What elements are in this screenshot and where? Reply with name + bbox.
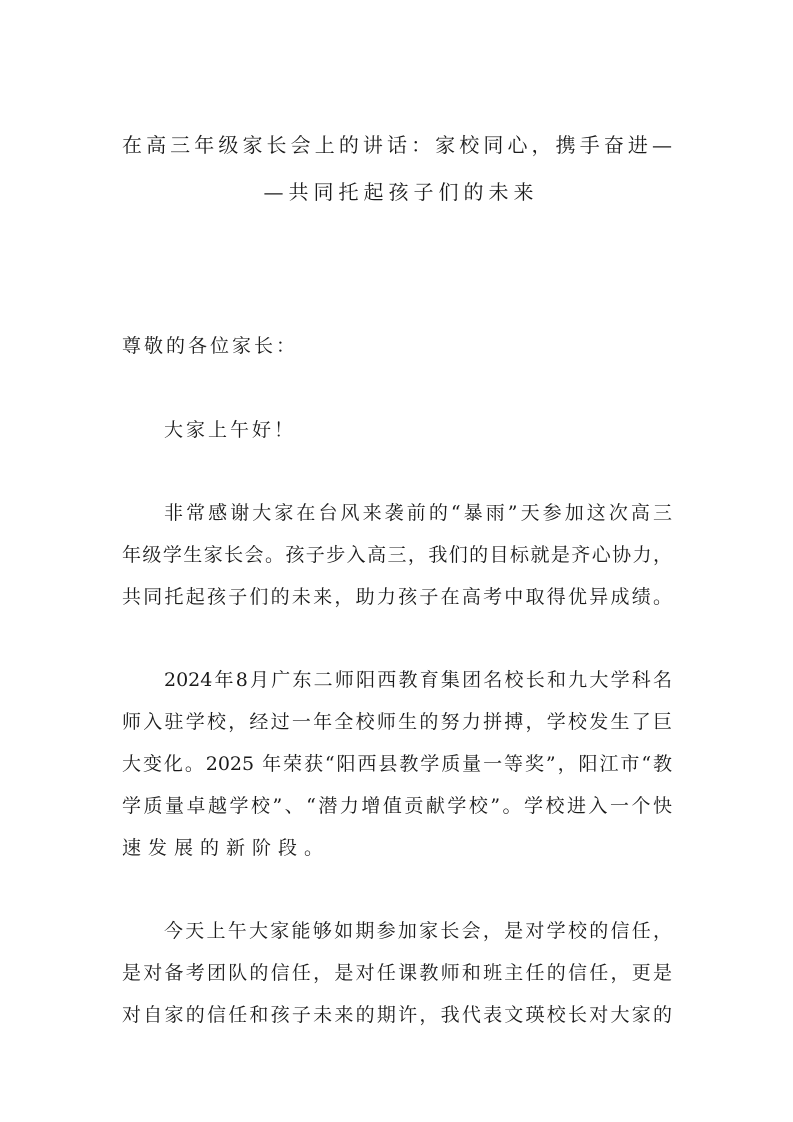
- paragraph-line: 学质量卓越学校”、“潜力增值贡献学校”。学校进入一个快: [122, 794, 672, 817]
- title-line-1: 在高三年级家长会上的讲话：家校同心，携手奋进—: [122, 133, 672, 157]
- salutation: 尊敬的各位家长：: [122, 335, 299, 357]
- document-body: [122, 326, 672, 1078]
- title-line-2: —共同托起孩子们的未来: [263, 180, 539, 204]
- paragraph-line: 非常感谢大家在台风来袭前的“暴雨”天参加这次高三: [164, 502, 672, 525]
- paragraph-line: 共同托起孩子们的未来，助力孩子在高考中取得优异成绩。: [122, 585, 672, 608]
- paragraph-line: 是对备考团队的信任，是对任课教师和班主任的信任，更是: [122, 961, 672, 984]
- paragraph-line: 年级学生家长会。孩子步入高三，我们的目标就是齐心协力，: [122, 543, 672, 566]
- paragraph-line: 大变化。2025 年荣获“阳西县教学质量一等奖”，阳江市“教: [122, 752, 672, 775]
- paragraph-line: 2024年8月广东二师阳西教育集团名校长和九大学科名: [164, 669, 672, 692]
- paragraph-line: 对自家的信任和孩子未来的期许，我代表文瑛校长对大家的: [122, 1003, 672, 1026]
- document-title: [122, 122, 672, 216]
- paragraph-trust: [122, 911, 672, 1036]
- greeting: 大家上午好！: [164, 418, 297, 441]
- paragraph-thanks: [122, 493, 672, 618]
- paragraph-line: 今天上午大家能够如期参加家长会，是对学校的信任，: [164, 920, 672, 943]
- paragraph-school-progress: [122, 660, 672, 869]
- paragraph-line: 师入驻学校，经过一年全校师生的努力拼搏，学校发生了巨: [122, 711, 672, 734]
- paragraph-line: 速发展的新阶段。: [122, 836, 331, 859]
